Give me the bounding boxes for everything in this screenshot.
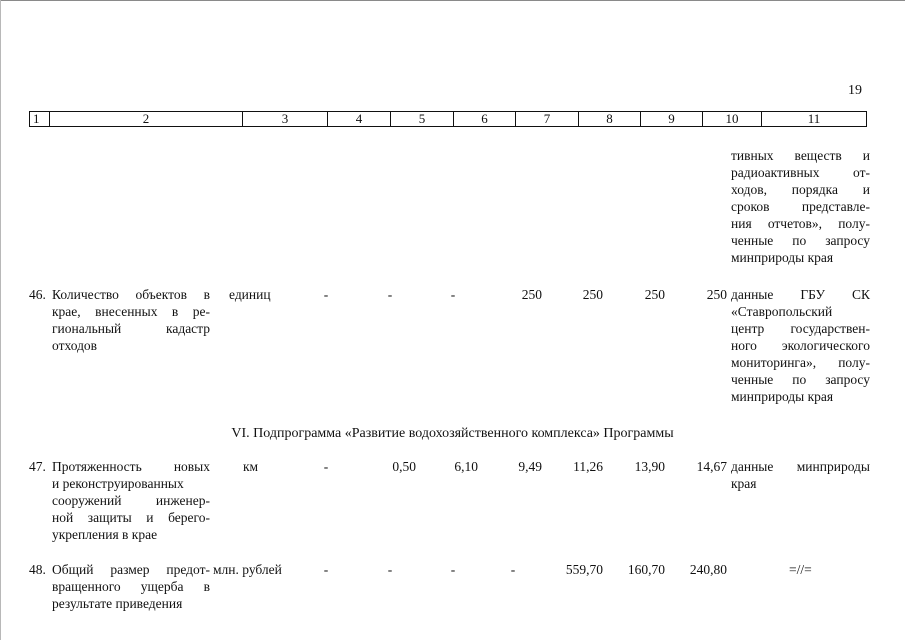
header-col-5: 5 [390,112,453,126]
value-cell: - [387,287,393,302]
source-line: ченные по запросу [731,372,870,387]
source-line: сроков представле- [731,199,870,214]
value-cell: 240,80 [689,562,727,577]
row-number: 46. [29,287,46,302]
header-col-11: 11 [761,112,866,126]
value-cell: 9,49 [518,459,542,474]
value-cell: 6,10 [454,459,478,474]
table-header-row [29,111,867,127]
value-cell: - [387,562,393,577]
name-line: сооружений инженер- [52,493,210,508]
header-col-7: 7 [515,112,578,126]
row-number: 47. [29,459,46,474]
indicator-name [52,286,210,354]
source-cell [731,458,870,492]
source-line: минприроды края [731,389,834,404]
value-cell: 250 [582,287,603,302]
source-line: данные минприроды [731,459,870,474]
unit-cell: единиц [229,287,271,302]
source-line: ходов, порядка и [731,182,870,197]
name-line: и реконструированных [52,476,184,491]
source-line: минприроды края [731,250,834,265]
name-line: гиональный кадастр [52,321,210,336]
page-number: 19 [848,83,862,98]
value-cell: 250 [706,287,727,302]
page-left-edge [0,0,1,640]
source-line: тивных веществ и [731,148,870,163]
unit-cell: млн. рублей [213,562,282,577]
header-col-8: 8 [578,112,640,126]
source-line: ного экологического [731,338,870,353]
source-line: края [731,476,757,491]
header-col-2: 2 [49,112,242,126]
source-line: данные ГБУ СК [731,287,870,302]
header-col-1: 1 [33,111,40,126]
source-line: мониторинга», полу- [731,355,870,370]
indicator-name [52,458,210,543]
header-col-9: 9 [640,112,702,126]
value-cell: 160,70 [627,562,665,577]
name-line: отходов [52,338,98,353]
value-cell: - [450,562,456,577]
source-line: центр государствен- [731,321,870,336]
header-col-6: 6 [453,112,515,126]
indicator-name [52,561,210,612]
value-cell: 250 [644,287,665,302]
source-line: ченные по запросу [731,233,870,248]
value-cell: 0,50 [392,459,416,474]
name-line: Общий размер предот- [52,562,210,577]
value-cell: - [450,287,456,302]
header-col-3: 3 [242,112,327,126]
value-cell: 559,70 [565,562,603,577]
name-line: результате приведения [52,596,183,611]
value-cell: 13,90 [634,459,665,474]
source-line: ния отчетов», полу- [731,216,870,231]
section-heading: VI. Подпрограмма «Развитие водохозяйственного комплекса» Программы [231,426,674,441]
source-line: радиоактивных от- [731,165,870,180]
name-line: Количество объектов в [52,287,210,302]
page-top-edge [0,0,905,1]
row-number: 48. [29,562,46,577]
value-cell: 250 [521,287,542,302]
source-cell [731,286,870,405]
value-cell: - [323,287,329,302]
name-line: вращенного ущерба в [52,579,210,594]
name-line: крае, внесенных в ре- [52,304,210,319]
header-col-10: 10 [702,112,761,126]
value-cell: 11,26 [573,459,603,474]
name-line: укрепления в крае [52,527,158,542]
value-cell: - [323,562,329,577]
unit-cell: км [243,459,259,474]
source-cell: =//= [789,562,812,577]
value-cell: - [510,562,516,577]
header-col-4: 4 [327,112,390,126]
name-line: Протяженность новых [52,459,210,474]
value-cell: 14,67 [696,459,727,474]
name-line: ной защиты и берего- [52,510,210,525]
source-line: «Ставропольский [731,304,833,319]
continued-source-cell [731,147,870,266]
value-cell: - [323,459,329,474]
